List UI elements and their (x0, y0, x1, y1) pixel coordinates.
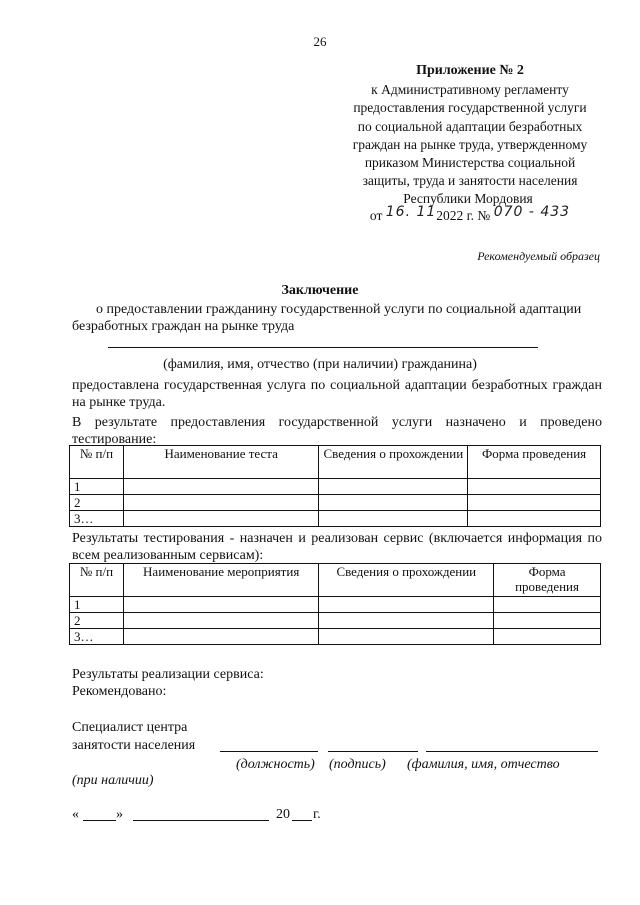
table-cell[interactable] (319, 511, 468, 527)
column-header: Сведения о прохождении (319, 564, 494, 597)
month-line[interactable] (133, 820, 269, 821)
fullname-caption: (фамилия, имя, отчество (407, 757, 560, 772)
column-header: Форма проведения (468, 446, 601, 479)
testing-table (69, 445, 601, 527)
table-cell[interactable] (123, 597, 319, 613)
date-prefix: от (369, 207, 383, 223)
annex-line: по социальной адаптации безработных (357, 118, 583, 134)
date-close-quote: » (116, 807, 123, 822)
table-header-row (70, 446, 601, 479)
table-row (70, 511, 601, 527)
table-row (70, 597, 601, 613)
row-number: 3… (70, 629, 124, 645)
table-cell[interactable] (123, 629, 319, 645)
table-cell[interactable] (123, 511, 319, 527)
row-number: 2 (70, 613, 124, 629)
table-cell[interactable] (468, 511, 601, 527)
year-line[interactable] (292, 820, 312, 821)
day-line[interactable] (83, 820, 116, 821)
date-year: 2022 г. № (436, 207, 491, 223)
signature-caption: (подпись) (329, 757, 386, 772)
column-header: № п/п (70, 446, 124, 479)
table-header-row (70, 564, 601, 597)
service-results-label: Результаты реализации сервиса: (72, 667, 264, 682)
table-row (70, 613, 601, 629)
row-number: 1 (70, 479, 124, 495)
column-header: Форма проведения (494, 564, 601, 597)
row-number: 1 (70, 597, 124, 613)
conclusion-subtitle: о предоставлении гражданину государственной услуги по социальной адаптации безработных граждан на рынке труда (72, 302, 582, 334)
row-number: 2 (70, 495, 124, 511)
specialist-label: Специалист центра (72, 720, 188, 735)
signature-line[interactable] (328, 751, 418, 752)
year-suffix: г. (313, 807, 321, 822)
column-header: № п/п (70, 564, 124, 597)
position-caption: (должность) (236, 757, 315, 772)
annex-line: предоставления государственной услуги (353, 100, 587, 116)
testing-results-text: Результаты тестирования - назначен и реализован сервис (включается информация по всем реализованным сервисам): (72, 531, 602, 563)
table-cell[interactable] (319, 495, 468, 511)
annex-line: Республики Мордовия (403, 191, 533, 207)
table-cell[interactable] (494, 613, 601, 629)
citizen-name-line[interactable] (108, 347, 538, 348)
fullname-caption-cont: (при наличии) (72, 773, 154, 788)
column-header: Сведения о прохождении (319, 446, 468, 479)
conclusion-title: Заключение (281, 283, 359, 298)
table-cell[interactable] (468, 495, 601, 511)
citizen-name-caption: (фамилия, имя, отчество (при наличии) гражданина) (163, 357, 477, 372)
table-row (70, 629, 601, 645)
table-cell[interactable] (123, 479, 319, 495)
page-number: 26 (313, 34, 327, 49)
table-cell[interactable] (319, 597, 494, 613)
table-cell[interactable] (319, 629, 494, 645)
employment-center-label: занятости населения (72, 738, 196, 753)
table-row (70, 479, 601, 495)
annex-header (320, 62, 620, 225)
recommended-label: Рекомендовано: (72, 684, 167, 699)
table-cell[interactable] (468, 479, 601, 495)
sample-note: Рекомендуемый образец (477, 249, 600, 263)
position-line[interactable] (220, 751, 318, 752)
century-label: 20 (276, 807, 290, 822)
table-cell[interactable] (494, 629, 601, 645)
services-table (69, 563, 601, 645)
table-cell[interactable] (319, 479, 468, 495)
annex-date-line (320, 203, 620, 225)
date-open-quote: « (72, 807, 79, 822)
fullname-line[interactable] (426, 751, 598, 752)
annex-title: Приложение № 2 (416, 63, 524, 78)
table-cell[interactable] (319, 613, 494, 629)
handwritten-date: 16. 11 (385, 203, 437, 220)
annex-line: к Административному регламенту (371, 82, 569, 98)
annex-line: граждан на рынке труда, утвержденному (352, 136, 588, 152)
annex-line: защиты, труда и занятости населения (362, 173, 578, 189)
handwritten-number: 070 - 433 (493, 203, 571, 220)
annex-line: приказом Министерства социальной (364, 155, 576, 171)
row-number: 3… (70, 511, 124, 527)
result-text: В результате предоставления государственной услуги назначено и проведено тестирование: (72, 415, 602, 447)
table-cell[interactable] (494, 597, 601, 613)
table-cell[interactable] (123, 495, 319, 511)
table-row (70, 495, 601, 511)
column-header: Наименование мероприятия (123, 564, 319, 597)
provided-text: предоставлена государственная услуга по социальной адаптации безработных граждан на рынке труда. (72, 378, 602, 410)
table-cell[interactable] (123, 613, 319, 629)
column-header: Наименование теста (123, 446, 319, 479)
